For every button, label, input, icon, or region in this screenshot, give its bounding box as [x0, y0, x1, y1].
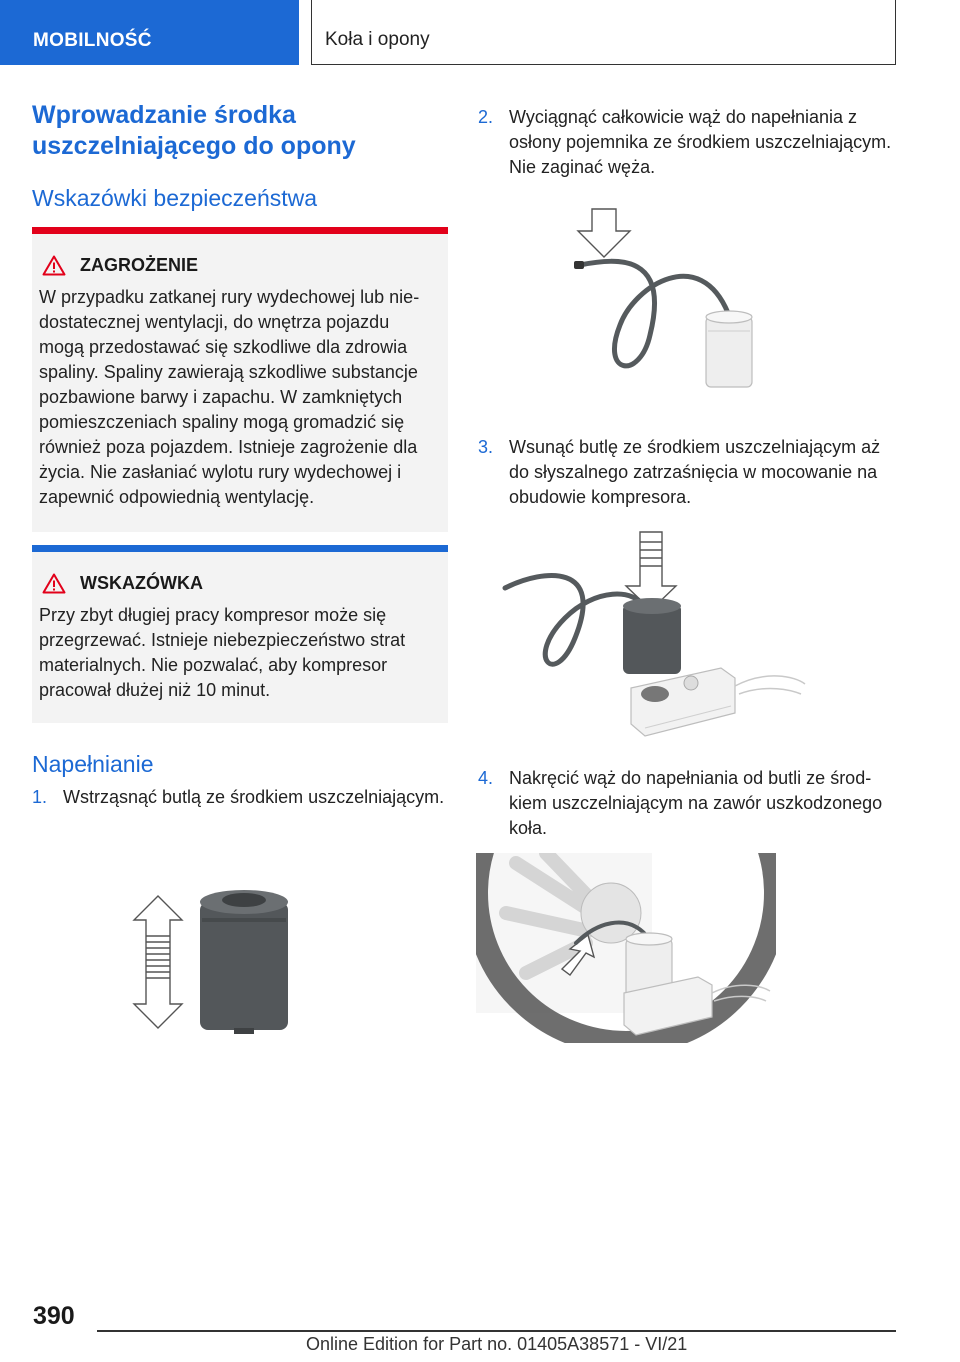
footer-edition: Online Edition for Part no. 01405A38571 - VI/21 [306, 1334, 688, 1354]
page-number: 390 [33, 1302, 75, 1330]
fill-heading: Napełnianie [32, 751, 154, 777]
connect-valve-figure [476, 853, 776, 1043]
danger-text: W przypadku zatkanej rury wydechowej lub niedostatecznej wentylacji, do wnętrza pojazdu mogą przedostawać się szkodliwe dla zdrowia spaliny. Spaliny zawierają szkodliwe substancje pozbawione barwy i zapachu. W zamkniętych pomieszczeniach spaliny mogą gromadzić się również poza pojazdem. Istnieje zagrożenie dla życia. Nie zasłaniać wylotu rury wydechowej i zapewnić odpowiednią wentylację. [39, 287, 420, 507]
insert-bottle-figure [495, 528, 815, 743]
page-title: Wprowadzanie środka uszczelniającego do opony [32, 101, 356, 160]
step-number: 4. [478, 768, 494, 788]
step-text: Nakręcić wąż do napełniania od butli ze środkiem uszczelniającym na zawór uszkodzonego koła. [509, 768, 883, 838]
notice-box [32, 545, 448, 723]
compressor [631, 668, 805, 736]
step-4 [478, 766, 898, 841]
step-text: Wyciągnąć całkowicie wąż do napełniania z osłony pojemnika ze środkiem uszczelniającym. Nie zaginać węża. [509, 107, 892, 177]
arrow-icon [134, 896, 182, 1028]
notice-label: WSKAZÓWKA [80, 573, 203, 593]
left-column [32, 100, 448, 212]
danger-box [32, 227, 448, 532]
step-text: Wstrząsnąć butlą ze środkiem uszczelniającym. [63, 787, 445, 807]
danger-title [32, 234, 448, 276]
warning-triangle-icon [42, 573, 66, 594]
shake-bottle-figure [130, 880, 300, 1040]
notice-text: Przy zbyt długiej pracy kompresor może się przegrzewać. Istnieje niebezpieczeństwo strat materialnych. Nie pozwalać, aby kompresor pracował dłużej niż 10 minut. [39, 605, 406, 700]
step-number: 2. [478, 107, 494, 127]
arrow-icon [578, 209, 630, 257]
chapter-title: Koła i opony [311, 0, 896, 65]
notice-title [32, 552, 448, 594]
step-1 [32, 785, 448, 810]
danger-bar [32, 227, 448, 234]
step-text: Wsunąć butlę ze środkiem uszczelniającym aż do słyszalnego zatrzaśnięcia w mocowanie na obudowie kompresora. [509, 437, 881, 507]
section-tab[interactable]: MOBILNOŚĆ [0, 0, 299, 65]
footer-divider [97, 1330, 896, 1332]
fill-section [32, 750, 448, 810]
danger-label: ZAGROŻENIE [80, 255, 199, 275]
power-cable [735, 676, 805, 686]
warning-triangle-icon [42, 255, 66, 276]
step-3 [478, 435, 898, 510]
step-number: 1. [32, 787, 48, 807]
notice-bar [32, 545, 448, 552]
step-2 [478, 105, 898, 180]
safety-heading: Wskazówki bezpieczeństwa [32, 185, 318, 211]
pull-hose-figure [560, 205, 770, 395]
sealant-bottle [200, 890, 288, 1034]
right-column [478, 100, 898, 180]
sealant-bottle [623, 598, 681, 674]
step-number: 3. [478, 437, 494, 457]
sealant-bottle [706, 311, 752, 387]
